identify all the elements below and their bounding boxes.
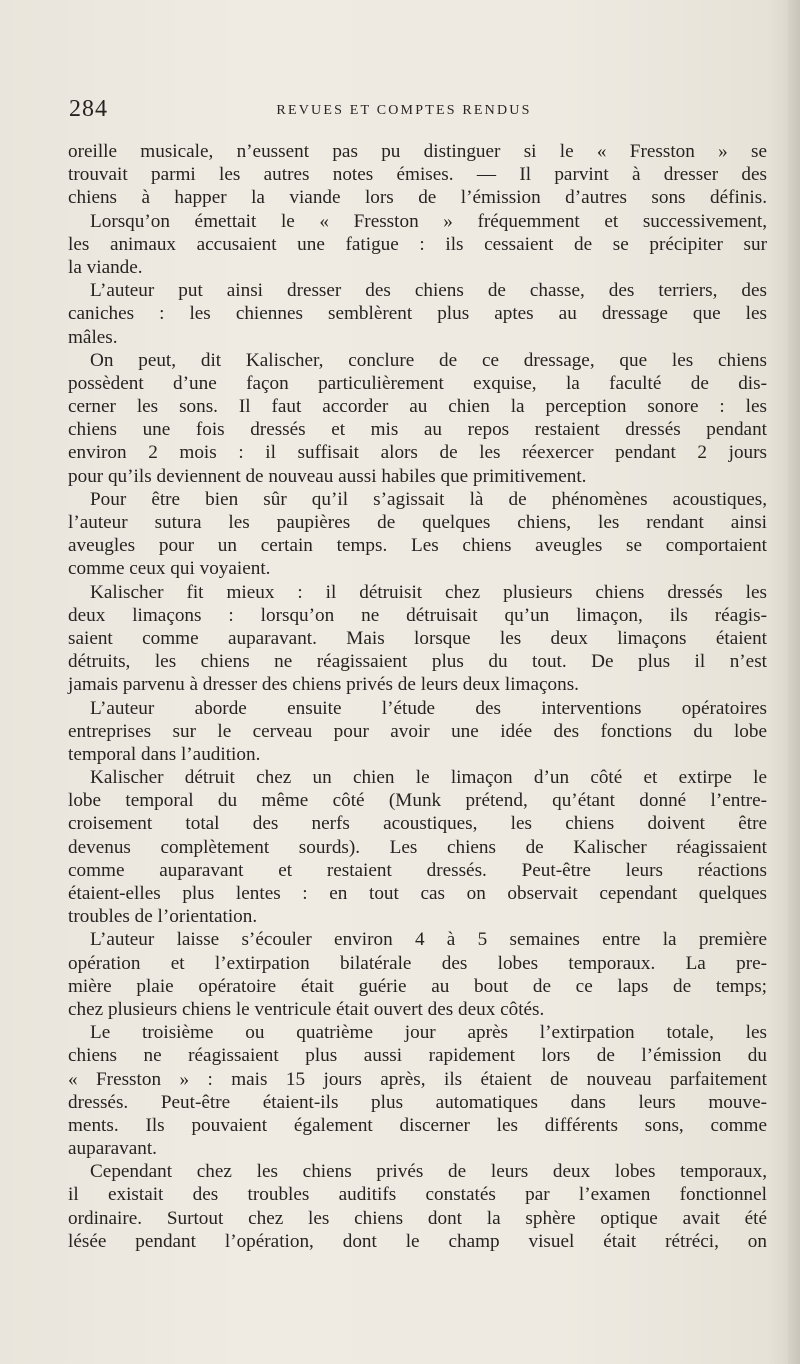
text-line: L’auteur laisse s’écouler environ 4 à 5 semaines entre la première <box>90 929 767 951</box>
text-line: Cependant chez les chiens privés de leurs deux lobes temporaux, <box>90 1161 767 1183</box>
text-line: il existait des troubles auditifs constatés par l’examen fonctionnel <box>68 1184 767 1206</box>
page-edge-shadow <box>788 0 800 1364</box>
text-line: entreprises sur le cerveau pour avoir une idée des fonctions du lobe <box>68 720 767 742</box>
text-line: pour qu’ils deviennent de nouveau aussi habiles que primitivement. <box>68 465 587 487</box>
text-line: oreille musicale, n’eussent pas pu distinguer si le « Fresston » se <box>68 141 767 162</box>
text-line: la viande. <box>68 256 143 278</box>
text-line: cerner les sons. Il faut accorder au chien la perception sonore : les <box>68 396 767 418</box>
page-number: 284 <box>69 96 108 122</box>
page-header <box>69 96 739 126</box>
text-line: les animaux accusaient une fatigue : ils cessaient de se précipiter sur <box>68 233 767 255</box>
text-line: Lorsqu’on émettait le « Fresston » fréquemment et successivement, <box>90 210 767 232</box>
text-line: auparavant. <box>68 1138 157 1160</box>
text-line: Kalischer fit mieux : il détruisit chez plusieurs chiens dressés les <box>90 581 767 603</box>
text-line: Le troisième ou quatrième jour après l’extirpation totale, les <box>90 1022 767 1044</box>
text-line: ordinaire. Surtout chez les chiens dont la sphère optique avait été <box>68 1207 767 1229</box>
text-line: comme auparavant et restaient dressés. Peut-être leurs réactions <box>68 859 767 881</box>
text-line: l’auteur sutura les paupières de quelques chiens, les rendant ainsi <box>68 512 767 533</box>
text-line: croisement total des nerfs acoustiques, les chiens doivent être <box>68 813 767 835</box>
text-line: opération et l’extirpation bilatérale des lobes temporaux. La pre- <box>68 952 767 974</box>
body-text <box>68 140 767 1253</box>
text-line: trouvait parmi les autres notes émises. — Il parvint à dresser des <box>68 164 767 186</box>
text-line: étaient-elles plus lentes : en tout cas on observait cependant quelques <box>68 883 767 904</box>
text-line: environ 2 mois : il suffisait alors de les réexercer pendant 2 jours <box>68 442 767 464</box>
text-line: chiens ne réagissaient plus aussi rapidement lors de l’émission du <box>68 1045 767 1067</box>
text-line: « Fresston » : mais 15 jours après, ils étaient de nouveau parfaitement <box>68 1068 767 1090</box>
text-line: ments. Ils pouvaient également discerner les différents sons, comme <box>68 1114 767 1136</box>
text-line: L’auteur put ainsi dresser des chiens de chasse, des terriers, des <box>90 280 767 302</box>
text-line: chez plusieurs chiens le ventricule était ouvert des deux côtés. <box>68 998 545 1020</box>
text-line: lobe temporal du même côté (Munk prétend, qu’étant donné l’entre- <box>68 790 767 812</box>
text-line: saient comme auparavant. Mais lorsque les deux limaçons étaient <box>68 627 767 649</box>
text-line: troubles de l’orientation. <box>68 906 258 928</box>
text-line: possèdent d’une façon particulièrement exquise, la faculté de dis- <box>68 372 767 394</box>
text-line: Kalischer détruit chez un chien le limaçon d’un côté et extirpe le <box>90 767 767 789</box>
text-line: mière plaie opératoire était guérie au bout de ce laps de temps; <box>68 975 767 997</box>
text-line: devenus complètement sourds). Les chiens de Kalischer réagissaient <box>68 836 767 858</box>
text-line: jamais parvenu à dresser des chiens privés de leurs deux limaçons. <box>68 674 579 696</box>
text-line: temporal dans l’audition. <box>68 743 261 765</box>
running-head: REVUES ET COMPTES RENDUS <box>276 103 532 118</box>
text-line: chiens à happer la viande lors de l’émission d’autres sons définis. <box>68 187 767 209</box>
text-line: lésée pendant l’opération, dont le champ visuel était rétréci, on <box>68 1230 767 1252</box>
text-line: détruits, les chiens ne réagissaient plus du tout. De plus il n’est <box>68 651 767 673</box>
text-line: L’auteur aborde ensuite l’étude des interventions opératoires <box>90 697 767 719</box>
text-line: aveugles pour un certain temps. Les chiens aveugles se comportaient <box>68 535 767 557</box>
text-line: chiens une fois dressés et mis au repos restaient dressés pendant <box>68 419 767 441</box>
text-line: deux limaçons : lorsqu’on ne détruisait qu’un limaçon, ils réagis- <box>68 604 767 626</box>
text-line: mâles. <box>68 326 118 348</box>
text-line: On peut, dit Kalischer, conclure de ce dressage, que les chiens <box>90 349 767 371</box>
text-line: dressés. Peut-être étaient-ils plus automatiques dans leurs mouve- <box>68 1091 767 1113</box>
text-line: comme ceux qui voyaient. <box>68 558 271 580</box>
text-line: Pour être bien sûr qu’il s’agissait là de phénomènes acoustiques, <box>90 488 767 510</box>
text-line: caniches : les chiennes semblèrent plus aptes au dressage que les <box>68 303 767 325</box>
